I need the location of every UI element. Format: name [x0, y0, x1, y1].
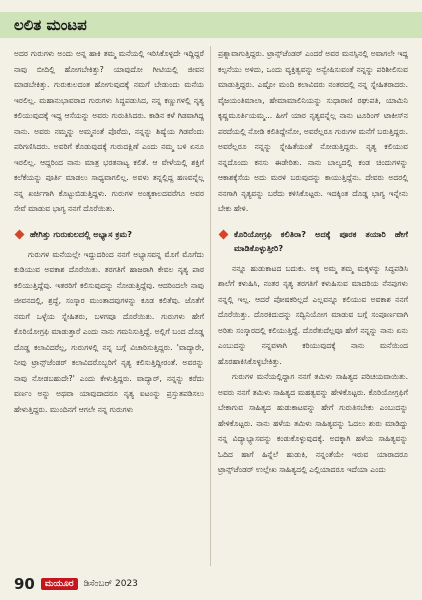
page-number: 90	[14, 575, 35, 593]
diamond-bullet-icon	[15, 229, 25, 239]
issue-date: ಡಿಸೆಂಬರ್ 2023	[83, 579, 138, 589]
column-divider	[210, 46, 211, 566]
right-paragraph-1: ಪ್ರಶ್ನಾವಾಗುತ್ತಿದ್ದರು. ಟ್ರಾನ್ಸ್‌ಜೆಂಡರ್ ಎಂದರೆ ಅವರ ಮನಸ್ಸಿನಲ್ಲಿ ಅವಾಗಲೇ ಇದ್ದ ಕಲ್ಪನೆಯು ಅಳಿದು, ಒಂದು ವ್ಯಕ್ತಿತ್ವವನ್ನು ಅನ್ವೇಷಿಸುವಂತೆ ನನ್ನನ್ನು ಪರಿಶೀಲಿಸುವ ಮಾಡುತ್ತಿದ್ದರು. ಎಷ್ಟೋ ಮಂದಿ ಕಲಾವಿದರು ನಂತರದಲ್ಲಿ ನನ್ನ ಸ್ನೇಹಿತರಾದರು. ವೈಜಯಂತಿಮಾಲಾ, ಹೇಮಾಮಾಲಿನಿಯನ್ನು ಸುಧಾರಾಣಿ ರಘುಪತಿ, ಯಾಮಿನಿ ಕೃಷ್ಣಮೂರ್ತಿಯಮ್ಮ... ಹೀಗೆ ಯಾರ ನೃತ್ಯವನ್ನೆಲ್ಲ ನಾನು ಟೂರಿಂಗ್ ಟಾಕೀಸ್‌ನ ಪರದೆಯಲ್ಲಿ ನೋಡಿ ಕಲಿತಿದ್ದೇನೋ, ಅವರೆಲ್ಲರೂ ಗುರುಗಳ ಮನೆಗೆ ಬರುತ್ತಿದ್ದರು. ಅವರೆಲ್ಲರೂ ನನ್ನನ್ನು ಸ್ನೇಹಿತೆಯಂತೆ ನೋಡುತ್ತಿದ್ದರು. ನೃತ್ಯ ಕಲಿಯುವ ನನ್ನದೊಂದು ಕನಸು ಈಡೇರಿತು. ನಾನು ಬಾಲ್ಯದಲ್ಲಿ ಕಂಡ ಚಿಂದುಗಳನ್ನು ಆಕಾಶಕ್ಕೆಸೆಯ ಅದು ಮರಳಿ ಬರುವುದನ್ನು ಕಾಯುತ್ತಿದ್ದೆನು. ದೇವರು ಅದರಲ್ಲಿ ನನಗಾಗಿ ನೃತ್ಯವನ್ನು ಬರೆದು ಕಳಿಸಿಕೊಟ್ಟರು. ಇದಕ್ಕಿಂತ ದೊಡ್ಡ ಭಾಗ್ಯ ಇನ್ನೇನು ಬೇಕು ಹೇಳಿ.	[218, 49, 408, 213]
section-header	[0, 0, 422, 40]
right-column	[218, 46, 408, 566]
right-paragraph-2: ನನ್ನೂ ಹುಡುಕಾಟದ ಬದುಕು. ಅಕ್ಕ ಅಮ್ಮ ತಮ್ಮ ಮಕ್ಕಳನ್ನು ಸಿದ್ಧಪಡಿಸಿ ಶಾಲೆಗೆ ಕಳುಹಿಸಿ, ನಂತರ ನೃತ್ಯ ತರಗತಿಗೆ ಕಳುಹಿಸುವ ಮಾದರಿಯ ನೆನಪುಗಳು ನನ್ನಲ್ಲಿ ಇಲ್ಲ. ಆದರೆ ಪೋಷಕರಿಲ್ಲದೆ ಎಲ್ಲವನ್ನೂ ಕಲಿಯುವ ಅವಕಾಶ ನನಗೆ ದೊರೆಯಿತ್ತು. ದೊರಕಿದುದನ್ನು ಸದ್ವಿನಿಯೋಗ ಮಾಡುವ ಬಗ್ಗೆ ಸಂಪೂರ್ಣವಾಗಿ ಅರಿತು ಸಂಸ್ಕಾರದಲ್ಲಿ ಕಲಿಯುತ್ತಿದ್ದೆ. ದೊರೆತುದೆಲ್ಲವೂ ಹೇಗೆ ನನ್ನನ್ನು ನಾನು ಏನು ಎಂಬುದನ್ನು ನನ್ನವಳಾಗಿ ಕರಿಯುವುದಕ್ಕೆ ನಾನು ಮನೆಯಿಂದ ಹೊರಹಾಕಿಸಿಕೊಳ್ಳಬೇಕಿತ್ತು.	[218, 263, 408, 366]
page-footer	[14, 574, 138, 594]
left-subhead-1-text: ಹೇಗಿತ್ತು ಗುರುಕುಲದಲ್ಲಿ ಅಭ್ಯಾಸ ಕ್ರಮ?	[30, 228, 132, 239]
diamond-bullet-icon	[219, 229, 229, 239]
left-paragraph-1: ಅದರ ಗುರುಗಳು ಅಂದು ಅನ್ನ ಹಾಕಿ ತಮ್ಮ ಮನೆಯಲ್ಲಿ ಇರಿಸಿಕೊಳ್ಳದೇ ಇದ್ದಿದ್ದರೆ ನಾವು ಬೀದಿಲ್ಲಿ ಹೋಗಬೇಕಿತ್ತು? ಯಾವುದೋ ಗೀಟಿಯಲ್ಲಿ ಜೀವನ ಮಾಡಬೇಕಿತ್ತು. ಗುರುಕುಲದಂತ ಹೋಗುವುದಕ್ಕೆ ನಮಗೆ ಬೇಡುಂದು ಮನೆಯ ಇರಲಿಲ್ಲ. ಮಹಾನುಭಾವರಾದ ಗುರುಗಳು ಸಿದ್ಧಪಡುಸಿದ, ನನ್ನ ಕಣ್ಣುಗಳಲ್ಲಿ ನೃತ್ಯ ಕಲಿಯುವುದಕ್ಕೆ ಇದ್ದ ಆಸೆಯನ್ನು ಅವರು ಗುರುತಿಸಿದರು. ಕಾಡಿನ ಕಳೆ ಗಿಡವಾಗಿದ್ದ ನಾನು. ಅವರು ನಮ್ಮನ್ನು ಅಮ್ಮನಂತೆ ಪೊರೆದು, ನನ್ನನ್ನು ಶಿಷ್ಯೆಯ ಗಿಡವೆಂದು ಪರಿಗಣಿಸಿದರು. ಅವರಿಗೆ ಕೊಡುವುದಕ್ಕೆ ಗುರುದಕ್ಷಿಣೆ ಎಂದು ನಮ್ಮ ಬಳಿ ಏನೂ ಇರಲಿಲ್ಲ. ಆದ್ದರಿಂದ ನಾನು ಮಾತ್ರ ಭರತನಾಟ್ಯ ಕಲಿತೆ. ಆ ವೇಳೆಯಲ್ಲಿ ಶಕ್ತಿಗೆ ಕಲೆಕೆಯನ್ನು ಪೂರ್ತಿ ಮಾಡಲು ಸಾಧ್ಯವಾಗಲಿಲ್ಲ. ಅವಳು ತನ್ನಲ್ಲಿದ್ದ ಹಣವನ್ನೆಲ್ಲ ನನ್ನ ಖರ್ಚಿಗಾಗಿ ಕೊಟ್ಟುಬಿಡುತ್ತಿದ್ದಳು. ಗುರುಗಳ ಅಂತ್ಯಕಾಲದವರೆಗೂ ಅವರ ಸೇವೆ ಮಾಡುವ ಭಾಗ್ಯ ನನಗೆ ದೊರೆಯಿತು.	[14, 49, 204, 213]
left-paragraph-2: ಗುರುಗಳ ಮನೆಯಲ್ಲೇ ಇದ್ದುದರಿಂದ ನನಗೆ ಅಭ್ಯಾಸವನ್ನ ಮೊಗೆ ಮೊಗೆದು ಕುಡಿಯುವ ಅವಕಾಶ ದೊರೆಯಿತು. ತರಗತಿಗೆ ಹಾಜರಾಗಿ ಕೇವಲ ನೃತ್ಯ ಪಾಠ ಕಲಿಯುತ್ತಿದ್ದೆವು. ಇತರರಿಗೆ ಕಲಿಸುವುದನ್ನು ನೋಡುತ್ತಿದ್ದೆವು. ಆದರಿಂದಲೇ ನಾವು ಜೀವನದಲ್ಲಿ, ಶ್ರದ್ಧೆ, ಸಂಸ್ಕಾರ ಮುಂತಾದವುಗಳನ್ನು ಕೂಡ ಕಲಿತೆವು. ಜೊತೆಗೆ ನಮಗೆ ಒಳ್ಳೆಯ ಸ್ನೇಹಿತರು, ಬಳಗವೂ ದೊರೆಯಿತು. ಗುರುಗಳು ಹೇಗೆ ಕೊರಿಯೋಗ್ರಫಿ ಮಾಡುತ್ತಾರೆ ಎಂದು ನಾನು ಗಮನಿಸುತ್ತಿದ್ದೆ. ಅಲ್ಲಿಗೆ ಬಂದ ದೊಡ್ಡ ದೊಡ್ಡ ಕಲಾವಿದರೆಲ್ಲ, ಗುರುಗಳಲ್ಲಿ ನನ್ನ ಬಗ್ಗೆ ವಿಚಾರಿಸುತ್ತಿದ್ದರು. 'ವಾದ್ಯಾರೇ, ನೀವು ಟ್ರಾನ್ಸ್‌ಜೆಂಡರ್ ಕಲಾವಿದರೊಬ್ಬರಿಗೆ ನೃತ್ಯ ಕಲಿಸುತ್ತಿದ್ದೀರಂತೆ. ಅವರನ್ನು ನಾವು ನೋಡಬಹುದೇ?' ಎಂದು ಕೇಳುತ್ತಿದ್ದರು. ವಾದ್ಯಾರ್, ನನ್ನನ್ನು ಕರೆದು ವರ್ಣಂ ಅನ್ನು ಅಥವಾ ಯಾವುದಾದರೂ ನೃತ್ಯ ಐಟಂನ್ನು ಪ್ರಸ್ತುತಪಡಿಸಲು ಹೇಳುತ್ತಿದ್ದರು. ಮುಂದಿನಗೆ ಆಗಲೇ ನನ್ನ ಗುರುಗಳು	[14, 249, 204, 414]
right-paragraph-3: ಗುರುಗಳ ಮನೆಯಲ್ಲಿದ್ದಾಗ ನನಗೆ ತಮಿಳು ಸಾಹಿತ್ಯದ ಪರಿಚಯವಾಯಿತು. ಅವರು ನನಗೆ ತಮಿಳು ಸಾಹಿತ್ಯದ ಮಹತ್ವವನ್ನು ಹೇಳಿಕೊಟ್ಟರು. ಕೊರಿಯೋಗ್ರಫಿಗೆ ಬೇಕಾಗುವ ಸಾಹಿತ್ಯದ ಹುಡುಕಾಟವನ್ನು ಹೇಗೆ ಗುರುತಿಸಬೇಕು ಎಂಬುದನ್ನು ಹೇಳಿಕೊಟ್ಟರು. ನಾನು ಹಳೆಯ ತಮಿಳು ಸಾಹಿತ್ಯವನ್ನು ಓದಲು ಶುರು ಮಾಡಿದ್ದು ನನ್ನ ವಿದ್ಯಾಭ್ಯಾಸವನ್ನು ಕಂಡುಕೊಳ್ಳುವುದಕ್ಕೆ. ಅದಕ್ಕಾಗಿ ಹಳೆಯ ಸಾಹಿತ್ಯವನ್ನು ಓದಿದ ಹಾಗೆ ಹಿನ್ನೆಲೆ ಹುಡುಕಿ, ನನ್ನಂತೆಯೇ ಇರುವ ಯಾರಾದರೂ ಟ್ರಾನ್ಸ್‌ಜೆಂಡರ್ ಉಲ್ಲೇಖ ಸಾಹಿತ್ಯದಲ್ಲಿ ಎಲ್ಲಿಯಾದರೂ ಇದೆಯಾ ಎಂದು	[218, 372, 408, 474]
left-subhead-1	[14, 227, 204, 241]
left-column	[14, 46, 204, 566]
section-title: ಲಲಿತ ಮಂಟಪ	[14, 16, 87, 34]
magazine-masthead: ಮಯೂರ	[41, 578, 78, 590]
right-subhead-1	[218, 227, 408, 255]
right-subhead-1-text: ಕೊರಿಯೋಗ್ರಫಿ ಕಲಿತಿರಾ? ಅದಕ್ಕೆ ಪೂರಕ ತಯಾರಿ ಹೇಗೆ ಮಾಡಿಕೊಳ್ಳುತ್ತೀರಿ?	[234, 228, 408, 253]
